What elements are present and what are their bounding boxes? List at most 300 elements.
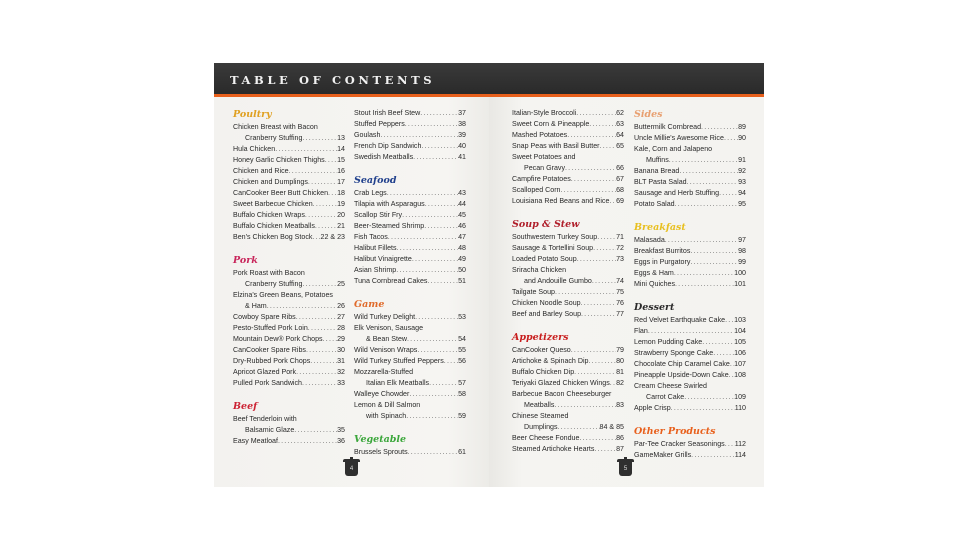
toc-entry-title: Campfire Potatoes (512, 175, 571, 183)
toc-entry-title: Sausage & Tortellini Soup (512, 244, 594, 252)
dot-leader (665, 235, 738, 246)
toc-entry[interactable] (512, 345, 624, 356)
toc-page-number: 50 (458, 266, 466, 274)
section-heading-soup-stew: Soup & Stew (512, 219, 580, 230)
toc-entry[interactable] (512, 378, 624, 389)
toc-entry-title[interactable]: Cream Cheese Swirled (634, 382, 707, 390)
toc-entry-title: Buffalo Chicken Meatballs (233, 222, 315, 230)
toc-entry[interactable] (354, 119, 466, 130)
dot-leader (420, 108, 458, 119)
toc-page-number: 18 (337, 189, 345, 197)
toc-entry-title[interactable]: Pork Roast with Bacon (233, 269, 305, 277)
toc-entry-title: Flan (634, 327, 648, 335)
toc-entry[interactable] (634, 403, 746, 414)
dot-leader (325, 155, 337, 166)
toc-entry[interactable] (634, 188, 746, 199)
toc-entry[interactable] (512, 422, 624, 433)
toc-entry[interactable] (512, 444, 624, 455)
section-heading-pork: Pork (233, 255, 258, 266)
toc-entry[interactable] (634, 246, 746, 257)
toc-entry[interactable] (634, 326, 746, 337)
toc-entry-title: Mini Quiches (634, 280, 676, 288)
dot-leader (305, 210, 337, 221)
toc-page-number: 86 (616, 434, 624, 442)
dot-leader (308, 177, 337, 188)
toc-page-number: 40 (458, 142, 466, 150)
toc-entry-title: Walleye Chowder (354, 390, 410, 398)
dot-leader (690, 246, 738, 257)
toc-entry[interactable] (233, 166, 345, 177)
toc-entry-title: Mountain Dew® Pork Chops (233, 335, 323, 343)
toc-page-number: 89 (738, 123, 746, 131)
toc-entry-title: Dumplings (524, 423, 558, 431)
dot-leader (267, 301, 337, 312)
page-title: TABLE OF CONTENTS (230, 73, 436, 87)
toc-entry-title: Wild Turkey Stuffed Peppers (354, 357, 444, 365)
toc-entry[interactable] (354, 221, 466, 232)
dot-leader (675, 279, 734, 290)
toc-page-number: 68 (616, 186, 624, 194)
toc-entry-title: Cranberry Stuffing (245, 134, 303, 142)
toc-entry[interactable] (233, 144, 345, 155)
toc-entry[interactable] (512, 400, 624, 411)
toc-entry[interactable] (634, 439, 746, 450)
toc-entry-title: CanCooker Spare Ribs (233, 346, 306, 354)
toc-entry-title: Italian-Style Broccoli (512, 109, 577, 117)
toc-page-number: 77 (616, 310, 624, 318)
toc-entry[interactable] (354, 210, 466, 221)
toc-entry-title: Halibut Vinaigrette (354, 255, 412, 263)
dot-leader (691, 450, 735, 461)
toc-entry[interactable] (354, 265, 466, 276)
dot-leader (581, 298, 616, 309)
toc-entry[interactable] (512, 163, 624, 174)
toc-entry[interactable] (634, 337, 746, 348)
dot-leader (417, 345, 458, 356)
toc-page-number: 13 (337, 134, 345, 142)
dot-leader (387, 188, 458, 199)
dot-leader (429, 378, 458, 389)
toc-entry[interactable] (233, 301, 345, 312)
toc-column-2 (354, 108, 466, 458)
dot-leader (296, 312, 337, 323)
toc-entry-title: Teriyaki Glazed Chicken Wings (512, 379, 610, 387)
toc-page-number: 100 (734, 269, 746, 277)
toc-entry-title: Scalloped Corn (512, 186, 561, 194)
dot-leader (674, 268, 734, 279)
toc-entry-title: Southwestern Turkey Soup (512, 233, 598, 241)
toc-entry[interactable] (354, 378, 466, 389)
toc-page-number: 41 (458, 153, 466, 161)
toc-column-3 (512, 108, 624, 455)
toc-page-number: 20 (337, 211, 345, 219)
toc-entry-title: Tailgate Soup (512, 288, 555, 296)
toc-entry-title[interactable]: Lemon & Dill Salmon (354, 401, 421, 409)
toc-entry-title[interactable]: Beef Tenderloin with (233, 415, 297, 423)
toc-entry[interactable] (233, 436, 345, 447)
toc-entry-title: Snap Peas with Basil Butter (512, 142, 600, 150)
toc-entry-title: Beer Cheese Fondue (512, 434, 580, 442)
page-number-label: 5 (619, 462, 632, 476)
toc-entry[interactable] (634, 177, 746, 188)
toc-page-number: 114 (734, 451, 746, 459)
toc-entry-title: Sweet Corn & Pineapple (512, 120, 590, 128)
toc-entry-title[interactable]: Sweet Potatoes and (512, 153, 576, 161)
toc-entry-title: Fish Tacos (354, 233, 388, 241)
toc-entry[interactable] (233, 188, 345, 199)
toc-page-number: 48 (458, 244, 466, 252)
dot-leader (574, 367, 616, 378)
toc-entry-title: Easy Meatloaf (233, 437, 278, 445)
toc-page-number: 51 (458, 277, 466, 285)
toc-page-number: 33 (337, 379, 345, 387)
toc-page-number: 28 (337, 324, 345, 332)
toc-entry[interactable] (634, 450, 746, 461)
toc-entry-title: Buffalo Chicken Wraps (233, 211, 305, 219)
toc-page-number: 92 (738, 167, 746, 175)
toc-entry[interactable] (634, 370, 746, 381)
dot-leader (306, 345, 337, 356)
toc-entry[interactable] (233, 334, 345, 345)
toc-page-number: 57 (458, 379, 466, 387)
toc-entry-title: Strawberry Sponge Cake (634, 349, 714, 357)
toc-entry[interactable] (512, 287, 624, 298)
toc-page-number: 87 (616, 445, 624, 453)
dot-leader (294, 425, 337, 436)
toc-entry[interactable] (354, 345, 466, 356)
toc-entry-title: Swedish Meatballs (354, 153, 414, 161)
toc-page-number: 36 (337, 437, 345, 445)
toc-entry-title: Apricot Glazed Pork (233, 368, 297, 376)
dot-leader (684, 392, 734, 403)
toc-entry-title[interactable]: Chicken Breast with Bacon (233, 123, 318, 131)
toc-entry-title[interactable]: Barbecue Bacon Cheeseburger (512, 390, 612, 398)
toc-entry[interactable] (354, 356, 466, 367)
toc-entry-title: Par-Tee Cracker Seasonings (634, 440, 725, 448)
toc-entry[interactable] (233, 177, 345, 188)
toc-page-number: 83 (616, 401, 624, 409)
toc-entry-title: Apple Crisp (634, 404, 671, 412)
dot-leader (308, 323, 337, 334)
toc-entry[interactable] (233, 279, 345, 290)
toc-page-number: 55 (458, 346, 466, 354)
toc-entry-title: Eggs & Ham (634, 269, 674, 277)
toc-page-number: 26 (337, 302, 345, 310)
toc-entry[interactable] (233, 312, 345, 323)
dot-leader (592, 276, 616, 287)
section-heading-seafood: Seafood (354, 175, 397, 186)
toc-entry[interactable] (233, 210, 345, 221)
toc-entry[interactable] (512, 298, 624, 309)
toc-entry[interactable] (512, 367, 624, 378)
toc-entry[interactable] (512, 433, 624, 444)
toc-entry[interactable] (354, 108, 466, 119)
toc-entry[interactable] (233, 367, 345, 378)
toc-page-number: 38 (458, 120, 466, 128)
toc-entry[interactable] (634, 392, 746, 403)
section-heading-sides: Sides (634, 109, 663, 120)
toc-entry-title[interactable]: Elk Venison, Sausage (354, 324, 424, 332)
toc-entry-title: Banana Bread (634, 167, 680, 175)
toc-entry-title: GameMaker Grills (634, 451, 692, 459)
toc-entry-title: with Spinach (366, 412, 407, 420)
toc-entry[interactable] (233, 356, 345, 367)
toc-entry-title: Italian Elk Meatballs (366, 379, 430, 387)
section-heading-poultry: Poultry (233, 109, 272, 120)
toc-entry[interactable] (634, 235, 746, 246)
toc-entry[interactable] (233, 155, 345, 166)
toc-entry[interactable] (634, 257, 746, 268)
toc-page-number: 39 (458, 131, 466, 139)
toc-page-number: 108 (734, 371, 746, 379)
toc-entry[interactable] (634, 155, 746, 166)
toc-page-number: 97 (738, 236, 746, 244)
dot-leader (278, 436, 337, 447)
toc-entry[interactable] (512, 254, 624, 265)
dot-leader (424, 221, 458, 232)
toc-entry-title: Hula Chicken (233, 145, 276, 153)
toc-page-number: 72 (616, 244, 624, 252)
dot-leader (719, 188, 738, 199)
dot-leader (702, 337, 734, 348)
toc-page-number: 67 (616, 175, 624, 183)
toc-entry[interactable] (634, 166, 746, 177)
dot-leader (328, 188, 337, 199)
toc-entry-title: Potato Salad (634, 200, 675, 208)
toc-entry[interactable] (634, 199, 746, 210)
toc-page-number: 66 (616, 164, 624, 172)
dot-leader (671, 403, 735, 414)
toc-entry-title: Chicken and Dumplings (233, 178, 308, 186)
dot-leader (679, 166, 738, 177)
dot-leader (609, 196, 616, 207)
toc-entry[interactable] (512, 108, 624, 119)
toc-entry[interactable] (512, 185, 624, 196)
dot-leader (380, 130, 458, 141)
toc-page-number: 47 (458, 233, 466, 241)
toc-entry[interactable] (512, 174, 624, 185)
toc-entry[interactable] (512, 130, 624, 141)
toc-page-number: 110 (734, 404, 746, 412)
toc-entry[interactable] (634, 279, 746, 290)
toc-entry-title: Sweet Barbecue Chicken (233, 200, 313, 208)
toc-entry-title: Scallop Stir Fry (354, 211, 403, 219)
dot-leader (725, 315, 734, 326)
dot-leader (407, 334, 458, 345)
toc-entry-title: Cowboy Spare Ribs (233, 313, 296, 321)
toc-entry[interactable] (354, 188, 466, 199)
toc-entry-title: Loaded Potato Soup (512, 255, 577, 263)
toc-entry[interactable] (512, 276, 624, 287)
toc-page-number: 61 (458, 448, 466, 456)
toc-page-number: 75 (616, 288, 624, 296)
dot-leader (577, 254, 616, 265)
toc-entry-title: Malasada (634, 236, 665, 244)
dot-leader (561, 185, 617, 196)
dot-leader (310, 356, 337, 367)
section-heading-other-products: Other Products (634, 426, 716, 437)
toc-entry[interactable] (233, 345, 345, 356)
toc-entry[interactable] (354, 141, 466, 152)
toc-entry-title: Asian Shrimp (354, 266, 397, 274)
toc-page-number: 54 (458, 335, 466, 343)
toc-entry[interactable] (354, 232, 466, 243)
toc-page-number: 103 (734, 316, 746, 324)
toc-page-number: 106 (734, 349, 746, 357)
page-number-left (345, 459, 358, 476)
dot-leader (687, 177, 739, 188)
toc-page-number: 31 (337, 357, 345, 365)
toc-page-number: 69 (616, 197, 624, 205)
toc-entry[interactable] (634, 348, 746, 359)
toc-entry-title: Pulled Pork Sandwich (233, 379, 303, 387)
toc-column-1 (233, 108, 345, 447)
toc-page-number: 79 (616, 346, 624, 354)
toc-page-number: 82 (616, 379, 624, 387)
dot-leader (405, 119, 458, 130)
dot-leader (289, 166, 338, 177)
toc-entry[interactable] (233, 199, 345, 210)
toc-page-number: 80 (616, 357, 624, 365)
dot-leader (675, 199, 738, 210)
toc-entry[interactable] (354, 447, 466, 458)
toc-page-number: 95 (738, 200, 746, 208)
dot-leader (558, 422, 600, 433)
toc-entry-title: and Andouille Gumbo (524, 277, 592, 285)
toc-entry[interactable] (233, 425, 345, 436)
dot-leader (413, 152, 458, 163)
dot-leader (425, 199, 458, 210)
toc-page-number: 58 (458, 390, 466, 398)
toc-entry-title: Carrot Cake (646, 393, 685, 401)
dot-leader (444, 356, 458, 367)
dot-leader (388, 232, 458, 243)
section-heading-vegetable: Vegetable (354, 434, 407, 445)
toc-page-number: 64 (616, 131, 624, 139)
toc-entry-title: Halibut Fillets (354, 244, 397, 252)
toc-entry[interactable] (634, 268, 746, 279)
toc-entry-title: Mashed Potatoes (512, 131, 568, 139)
toc-entry-title: Eggs in Purgatory (634, 258, 691, 266)
toc-entry-title: Pineapple Upside-Down Cake (634, 371, 729, 379)
toc-page-number: 22 & 23 (320, 233, 345, 241)
toc-entry[interactable] (512, 356, 624, 367)
toc-entry[interactable] (354, 389, 466, 400)
section-heading-beef: Beef (233, 401, 258, 412)
toc-entry[interactable] (233, 378, 345, 389)
toc-page-number: 74 (616, 277, 624, 285)
toc-page-number: 99 (738, 258, 746, 266)
toc-entry-title: Cranberry Stuffing (245, 280, 303, 288)
toc-column-4 (634, 108, 746, 461)
dot-leader (701, 122, 738, 133)
toc-entry-title: Balsamic Glaze (245, 426, 295, 434)
toc-entry-title[interactable]: Mozzarella-Stuffed (354, 368, 414, 376)
dot-leader (315, 221, 337, 232)
toc-entry[interactable] (354, 152, 466, 163)
dot-leader (589, 119, 616, 130)
toc-entry[interactable] (354, 130, 466, 141)
toc-entry[interactable] (634, 122, 746, 133)
toc-page-number: 76 (616, 299, 624, 307)
toc-entry[interactable] (512, 141, 624, 152)
dot-leader (576, 108, 616, 119)
toc-page-number: 25 (337, 280, 345, 288)
dot-leader (713, 348, 734, 359)
toc-entry-title: Sausage and Herb Stuffing (634, 189, 720, 197)
dot-leader (323, 334, 338, 345)
toc-page-number: 21 (337, 222, 345, 230)
toc-entry-title: Ben's Chicken Bog Stock (233, 233, 313, 241)
toc-entry[interactable] (233, 323, 345, 334)
toc-entry[interactable] (354, 411, 466, 422)
toc-page-number: 98 (738, 247, 746, 255)
toc-entry[interactable] (233, 221, 345, 232)
dot-leader (427, 276, 458, 287)
toc-entry-title: Dry-Rubbed Pork Chops (233, 357, 311, 365)
toc-entry[interactable] (354, 199, 466, 210)
toc-entry[interactable] (512, 309, 624, 320)
toc-entry-title: Uncle Millie's Awesome Rice (634, 134, 724, 142)
toc-entry[interactable] (233, 133, 345, 144)
toc-entry[interactable] (512, 196, 624, 207)
dot-leader (554, 400, 616, 411)
toc-entry-title: Tuna Cornbread Cakes (354, 277, 428, 285)
dot-leader (409, 389, 458, 400)
toc-entry-title[interactable]: Chinese Steamed (512, 412, 569, 420)
toc-page-number: 46 (458, 222, 466, 230)
toc-entry-title[interactable]: Elzina's Green Beans, Potatoes (233, 291, 333, 299)
toc-entry[interactable] (634, 359, 746, 370)
toc-entry[interactable] (512, 232, 624, 243)
toc-page-number: 19 (337, 200, 345, 208)
dot-leader (594, 444, 616, 455)
dot-leader (555, 287, 616, 298)
toc-entry[interactable] (354, 254, 466, 265)
toc-page-number: 93 (738, 178, 746, 186)
toc-entry[interactable] (354, 334, 466, 345)
toc-entry[interactable] (634, 315, 746, 326)
toc-entry-title: Louisiana Red Beans and Rice (512, 197, 610, 205)
dot-leader (589, 356, 617, 367)
dot-leader (669, 155, 738, 166)
toc-entry[interactable] (634, 133, 746, 144)
toc-entry-title: Breakfast Burritos (634, 247, 691, 255)
toc-entry[interactable] (354, 276, 466, 287)
toc-entry-title: Steamed Artichoke Hearts (512, 445, 595, 453)
toc-entry-title[interactable]: Kale, Corn and Jalapeno (634, 145, 713, 153)
dot-leader (567, 130, 616, 141)
toc-entry[interactable] (512, 243, 624, 254)
book-spread (214, 63, 764, 487)
toc-page-number: 30 (337, 346, 345, 354)
toc-page-number: 65 (616, 142, 624, 150)
toc-entry-title: French Dip Sandwich (354, 142, 422, 150)
dot-leader (408, 447, 458, 458)
dot-leader (690, 257, 738, 268)
toc-page-number: 62 (616, 109, 624, 117)
toc-page-number: 91 (738, 156, 746, 164)
toc-page-number: 63 (616, 120, 624, 128)
toc-entry-title[interactable]: Sriracha Chicken (512, 266, 567, 274)
toc-entry[interactable] (354, 312, 466, 323)
toc-entry-title: CanCooker Beer Butt Chicken (233, 189, 329, 197)
toc-entry[interactable] (512, 119, 624, 130)
toc-entry[interactable] (354, 243, 466, 254)
toc-page-number: 17 (337, 178, 345, 186)
toc-page-number: 59 (458, 412, 466, 420)
toc-entry[interactable] (233, 232, 345, 243)
